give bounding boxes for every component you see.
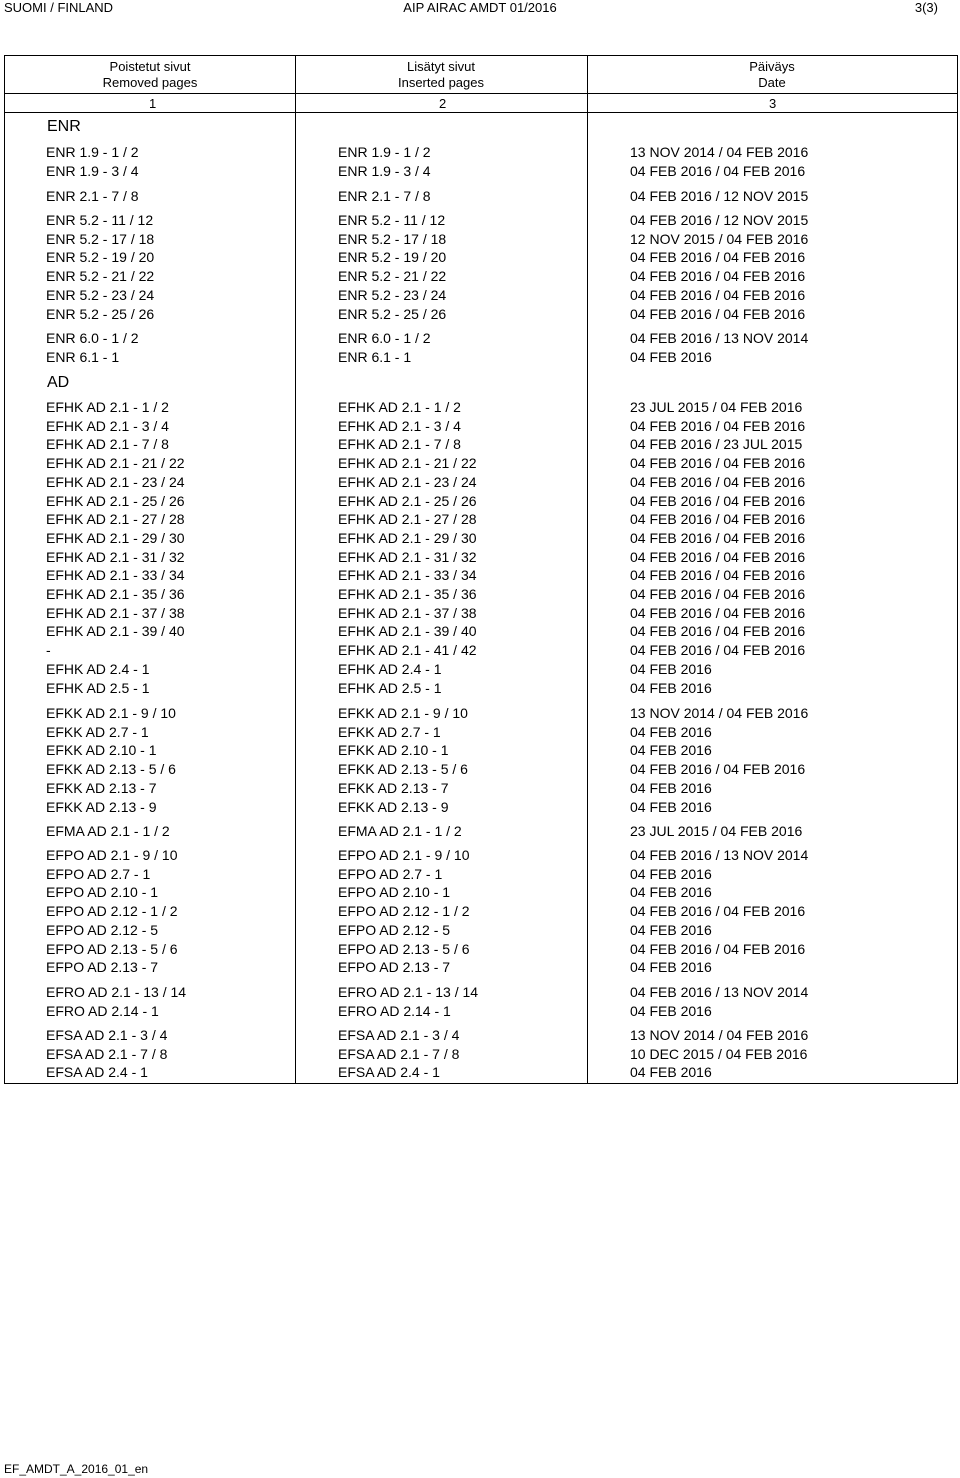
page-date: 12 NOV 2015 / 04 FEB 2016: [630, 230, 809, 247]
inserted-page: EFRO AD 2.1 - 13 / 14: [338, 984, 479, 1000]
removed-page: ENR 5.2 - 21 / 22: [46, 268, 155, 285]
removed-page: EFPO AD 2.7 - 1: [46, 865, 151, 882]
page-date: 04 FEB 2016: [630, 798, 712, 815]
page-date: 04 FEB 2016 / 04 FEB 2016: [630, 492, 806, 509]
removed-page: ENR 5.2 - 11 / 12: [46, 212, 154, 228]
inserted-page: EFKK AD 2.1 - 9 / 10: [338, 705, 468, 721]
removed-page: EFHK AD 2.1 - 1 / 2: [46, 399, 169, 415]
inserted-page: EFHK AD 2.1 - 35 / 36: [338, 586, 477, 602]
inserted-page: ENR 5.2 - 21 / 22: [338, 268, 447, 285]
removed-pages-header-fi: Poistetut sivut: [109, 59, 191, 74]
inserted-page: EFHK AD 2.1 - 23 / 24: [338, 473, 477, 490]
inserted-page: EFHK AD 2.1 - 41 / 42: [338, 642, 477, 659]
removed-page: EFHK AD 2.1 - 21 / 22: [46, 455, 185, 472]
inserted-page: EFPO AD 2.12 - 5: [338, 921, 451, 938]
removed-page: ENR 5.2 - 17 / 18: [46, 230, 155, 247]
page-date: 04 FEB 2016 / 12 NOV 2015: [630, 212, 809, 228]
removed-page: EFHK AD 2.1 - 35 / 36: [46, 586, 185, 602]
removed-page: EFHK AD 2.1 - 27 / 28: [46, 511, 185, 528]
document-title: AIP AIRAC AMDT 01/2016: [403, 0, 557, 15]
removed-page: EFHK AD 2.1 - 7 / 8: [46, 436, 169, 453]
page-date: 04 FEB 2016 / 04 FEB 2016: [630, 940, 806, 957]
page-date: 04 FEB 2016 / 04 FEB 2016: [630, 761, 806, 778]
removed-page: EFHK AD 2.1 - 3 / 4: [46, 417, 169, 434]
page-date: 04 FEB 2016 / 04 FEB 2016: [630, 567, 806, 584]
removed-page: EFPO AD 2.1 - 9 / 10: [46, 847, 178, 863]
inserted-page: EFHK AD 2.1 - 27 / 28: [338, 511, 477, 528]
country-label: SUOMI / FINLAND: [4, 0, 114, 15]
removed-page: EFHK AD 2.1 - 33 / 34: [46, 567, 185, 584]
inserted-page: EFHK AD 2.1 - 21 / 22: [338, 455, 477, 472]
removed-page: EFPO AD 2.13 - 7: [46, 959, 159, 976]
page-date: 04 FEB 2016 / 04 FEB 2016: [630, 249, 806, 266]
page-date: 04 FEB 2016 / 04 FEB 2016: [630, 586, 806, 602]
section-heading-enr: ENR: [47, 118, 81, 135]
page-date: 04 FEB 2016 / 04 FEB 2016: [630, 473, 806, 490]
removed-page: EFHK AD 2.4 - 1: [46, 660, 150, 677]
removed-page: EFKK AD 2.7 - 1: [46, 723, 149, 740]
inserted-page: EFHK AD 2.1 - 1 / 2: [338, 399, 461, 415]
page-date: 04 FEB 2016 / 04 FEB 2016: [630, 417, 806, 434]
removed-page: EFHK AD 2.1 - 37 / 38: [46, 604, 185, 621]
inserted-page: EFPO AD 2.7 - 1: [338, 865, 443, 882]
page-date: 04 FEB 2016: [630, 959, 712, 976]
removed-page: EFRO AD 2.1 - 13 / 14: [46, 984, 187, 1000]
page-date: 04 FEB 2016 / 04 FEB 2016: [630, 286, 806, 303]
document-footer: EF_AMDT_A_2016_01_en: [4, 1462, 149, 1476]
page-date: 04 FEB 2016: [630, 921, 712, 938]
inserted-page: EFHK AD 2.1 - 33 / 34: [338, 567, 477, 584]
column-number-2: 2: [439, 96, 447, 111]
removed-page: ENR 2.1 - 7 / 8: [46, 188, 139, 204]
removed-page: EFHK AD 2.5 - 1: [46, 679, 150, 696]
page-date: 04 FEB 2016 / 04 FEB 2016: [630, 305, 806, 322]
page-date: 04 FEB 2016: [630, 865, 712, 882]
removed-page: EFHK AD 2.1 - 39 / 40: [46, 623, 185, 640]
removed-page: EFKK AD 2.10 - 1: [46, 742, 157, 759]
page-date: 04 FEB 2016 / 23 JUL 2015: [630, 436, 803, 453]
header-divider: [5, 93, 957, 94]
page-date: 04 FEB 2016 / 04 FEB 2016: [630, 548, 806, 565]
removed-page: EFKK AD 2.13 - 9: [46, 798, 157, 815]
removed-page: EFHK AD 2.1 - 29 / 30: [46, 529, 185, 546]
inserted-page: EFSA AD 2.1 - 3 / 4: [338, 1027, 460, 1043]
page-date: 04 FEB 2016: [630, 679, 712, 696]
inserted-page: EFHK AD 2.1 - 3 / 4: [338, 417, 461, 434]
inserted-page: ENR 2.1 - 7 / 8: [338, 188, 431, 204]
removed-page: ENR 1.9 - 1 / 2: [46, 144, 139, 160]
page-date: 04 FEB 2016: [630, 1064, 712, 1081]
removed-page: EFPO AD 2.12 - 1 / 2: [46, 903, 178, 920]
column-divider-1: [295, 56, 296, 1083]
column-divider-2: [587, 56, 588, 1083]
page-number: 3(3): [914, 0, 938, 15]
page-date: 04 FEB 2016: [630, 884, 712, 901]
inserted-page: ENR 5.2 - 25 / 26: [338, 305, 447, 322]
removed-page: ENR 5.2 - 19 / 20: [46, 249, 155, 266]
column-number-1: 1: [149, 96, 157, 111]
page-date: 04 FEB 2016 / 04 FEB 2016: [630, 903, 806, 920]
inserted-page: EFHK AD 2.1 - 37 / 38: [338, 604, 477, 621]
page-date: 13 NOV 2014 / 04 FEB 2016: [630, 1027, 809, 1043]
removed-page: EFPO AD 2.12 - 5: [46, 921, 159, 938]
inserted-page: EFKK AD 2.13 - 7: [338, 779, 449, 796]
removed-page: EFHK AD 2.1 - 31 / 32: [46, 548, 185, 565]
removed-page: EFKK AD 2.13 - 7: [46, 779, 157, 796]
page-date: 04 FEB 2016 / 13 NOV 2014: [630, 330, 809, 346]
inserted-page: EFSA AD 2.1 - 7 / 8: [338, 1045, 460, 1062]
page-date: 04 FEB 2016: [630, 660, 712, 677]
removed-page: EFHK AD 2.1 - 25 / 26: [46, 492, 185, 509]
inserted-page: ENR 6.0 - 1 / 2: [338, 330, 431, 346]
inserted-page: EFPO AD 2.12 - 1 / 2: [338, 903, 470, 920]
inserted-page: EFHK AD 2.1 - 29 / 30: [338, 529, 477, 546]
page-date: 13 NOV 2014 / 04 FEB 2016: [630, 144, 809, 160]
removed-page: ENR 6.1 - 1: [46, 348, 120, 365]
inserted-page: EFPO AD 2.13 - 5 / 6: [338, 940, 470, 957]
inserted-page: EFSA AD 2.4 - 1: [338, 1064, 440, 1081]
date-header-en: Date: [758, 75, 786, 90]
column-number-divider: [5, 112, 957, 113]
inserted-pages-header: [295, 59, 587, 91]
date-header: [587, 59, 957, 91]
page-date: 04 FEB 2016 / 04 FEB 2016: [630, 642, 806, 659]
page-date: 04 FEB 2016: [630, 1002, 712, 1019]
removed-pages-header-en: Removed pages: [102, 75, 198, 90]
page-date: 04 FEB 2016: [630, 779, 712, 796]
page-date: 04 FEB 2016: [630, 348, 712, 365]
inserted-page: EFKK AD 2.10 - 1: [338, 742, 449, 759]
inserted-page: EFPO AD 2.13 - 7: [338, 959, 451, 976]
inserted-page: EFHK AD 2.1 - 25 / 26: [338, 492, 477, 509]
page-date: 04 FEB 2016: [630, 723, 712, 740]
inserted-page: EFKK AD 2.13 - 9: [338, 798, 449, 815]
inserted-page: ENR 5.2 - 17 / 18: [338, 230, 447, 247]
inserted-page: ENR 5.2 - 23 / 24: [338, 286, 447, 303]
inserted-page: EFHK AD 2.4 - 1: [338, 660, 442, 677]
page-date: 04 FEB 2016: [630, 742, 712, 759]
removed-page: EFSA AD 2.1 - 7 / 8: [46, 1045, 168, 1062]
removed-page: EFKK AD 2.1 - 9 / 10: [46, 705, 176, 721]
amendment-pages-table: [4, 55, 958, 1084]
inserted-page: EFPO AD 2.1 - 9 / 10: [338, 847, 470, 863]
removed-page: EFRO AD 2.14 - 1: [46, 1002, 159, 1019]
removed-pages-header: [5, 59, 295, 91]
inserted-page: EFKK AD 2.7 - 1: [338, 723, 441, 740]
inserted-pages-header-fi: Lisätyt sivut: [407, 59, 475, 74]
section-heading-ad: AD: [47, 374, 70, 391]
inserted-page: EFKK AD 2.13 - 5 / 6: [338, 761, 468, 778]
inserted-pages-header-en: Inserted pages: [397, 75, 484, 90]
inserted-page: EFHK AD 2.1 - 31 / 32: [338, 548, 477, 565]
inserted-page: ENR 1.9 - 1 / 2: [338, 144, 431, 160]
inserted-page: ENR 5.2 - 19 / 20: [338, 249, 447, 266]
inserted-page: EFHK AD 2.1 - 39 / 40: [338, 623, 477, 640]
inserted-page: ENR 1.9 - 3 / 4: [338, 162, 431, 179]
removed-page: ENR 5.2 - 23 / 24: [46, 286, 155, 303]
inserted-page: ENR 5.2 - 11 / 12: [338, 212, 446, 228]
removed-page: EFMA AD 2.1 - 1 / 2: [46, 823, 170, 839]
page-date: 04 FEB 2016 / 12 NOV 2015: [630, 188, 809, 204]
removed-page: EFSA AD 2.4 - 1: [46, 1064, 148, 1081]
page-date: 04 FEB 2016 / 04 FEB 2016: [630, 455, 806, 472]
page-date: 04 FEB 2016 / 04 FEB 2016: [630, 268, 806, 285]
inserted-page: EFMA AD 2.1 - 1 / 2: [338, 823, 462, 839]
removed-page: ENR 5.2 - 25 / 26: [46, 305, 155, 322]
removed-page: -: [46, 642, 51, 659]
inserted-page: EFHK AD 2.1 - 7 / 8: [338, 436, 461, 453]
page-date: 04 FEB 2016 / 04 FEB 2016: [630, 511, 806, 528]
page-date: 04 FEB 2016 / 04 FEB 2016: [630, 162, 806, 179]
column-number-3: 3: [769, 96, 777, 111]
inserted-page: EFPO AD 2.10 - 1: [338, 884, 451, 901]
page-date: 10 DEC 2015 / 04 FEB 2016: [630, 1045, 808, 1062]
page-date: 04 FEB 2016 / 13 NOV 2014: [630, 984, 809, 1000]
removed-page: ENR 1.9 - 3 / 4: [46, 162, 139, 179]
page-date: 04 FEB 2016 / 04 FEB 2016: [630, 604, 806, 621]
date-header-fi: Päiväys: [749, 59, 795, 74]
page-date: 13 NOV 2014 / 04 FEB 2016: [630, 705, 809, 721]
removed-page: EFPO AD 2.10 - 1: [46, 884, 159, 901]
page-date: 04 FEB 2016 / 13 NOV 2014: [630, 847, 809, 863]
page-header: [0, 0, 960, 18]
removed-page: EFHK AD 2.1 - 23 / 24: [46, 473, 185, 490]
inserted-page: ENR 6.1 - 1: [338, 348, 412, 365]
removed-page: ENR 6.0 - 1 / 2: [46, 330, 139, 346]
page-date: 23 JUL 2015 / 04 FEB 2016: [630, 823, 803, 839]
page-date: 23 JUL 2015 / 04 FEB 2016: [630, 399, 803, 415]
inserted-page: EFRO AD 2.14 - 1: [338, 1002, 451, 1019]
page-date: 04 FEB 2016 / 04 FEB 2016: [630, 623, 806, 640]
inserted-page: EFHK AD 2.5 - 1: [338, 679, 442, 696]
removed-page: EFSA AD 2.1 - 3 / 4: [46, 1027, 168, 1043]
removed-page: EFPO AD 2.13 - 5 / 6: [46, 940, 178, 957]
removed-page: EFKK AD 2.13 - 5 / 6: [46, 761, 176, 778]
page-date: 04 FEB 2016 / 04 FEB 2016: [630, 529, 806, 546]
